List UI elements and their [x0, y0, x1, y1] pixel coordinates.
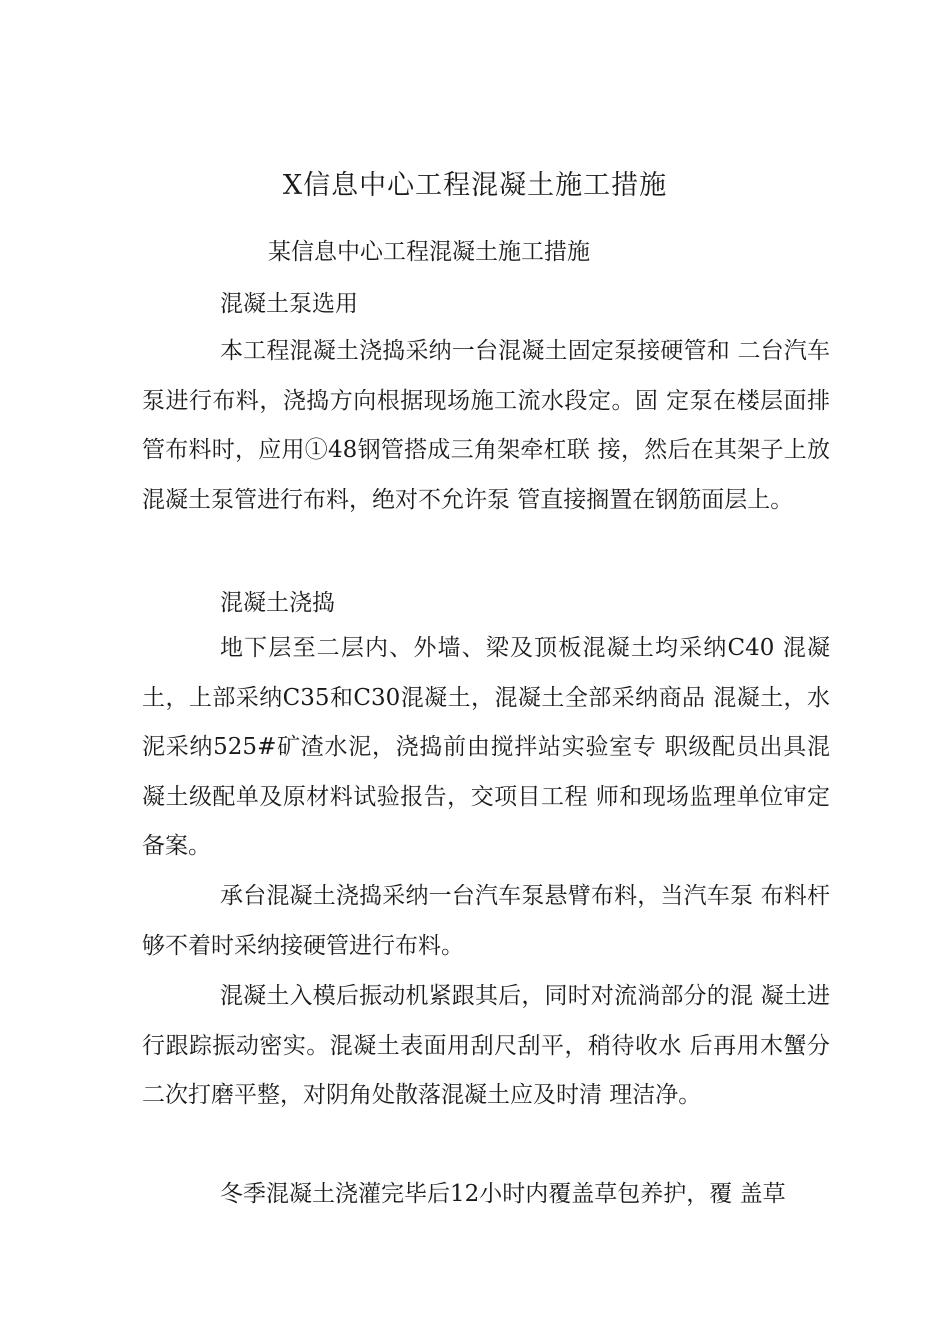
document-title: X信息中心工程混凝土施工措施 [282, 170, 668, 201]
paragraph-concrete-grades: 地下层至二层内、外墙、梁及顶板混凝土均采纳C40 混凝土，上部采纳C35和C30混凝土，混凝土全部采纳商品 混凝土，水泥采纳525#矿渣水泥，浇捣前由搅拌站实验室专 职级配员出具混凝土级配单及原材料试验报告，交项目工程 师和现场监理单位审定备案。 [142, 635, 830, 859]
paragraph-pump-selection: 本工程混凝土浇捣采纳一台混凝土固定泵接硬管和 二台汽车泵进行布料，浇捣方向根据现场施工流水段定。固 定泵在楼层面排管布料时，应用①48钢管搭成三角架牵杠联 接，然后在其架子上放混凝土泵管进行布料，绝对不允许泵 管直接搁置在钢筋面层上。 [142, 338, 830, 513]
paragraph-cap-pouring: 承台混凝土浇捣采纳一台汽车泵悬臂布料，当汽车泵 布料杆够不着时采纳接硬管进行布料。 [142, 883, 830, 959]
paragraph-vibration: 混凝土入模后振动机紧跟其后，同时对流淌部分的混 凝土进行跟踪振动密实。混凝土表面用刮尺刮平，稍待收水 后再用木蟹分二次打磨平整，对阴角处散落混凝土应及时清 理洁净。 [142, 983, 830, 1108]
paragraph-winter-curing: 冬季混凝土浇灌完毕后12小时内覆盖草包养护，覆 盖草 [220, 1181, 786, 1207]
section-heading-pump: 混凝土泵选用 [220, 291, 358, 317]
section-heading-pouring: 混凝土浇捣 [220, 590, 335, 616]
document-subtitle: 某信息中心工程混凝土施工措施 [268, 239, 590, 265]
